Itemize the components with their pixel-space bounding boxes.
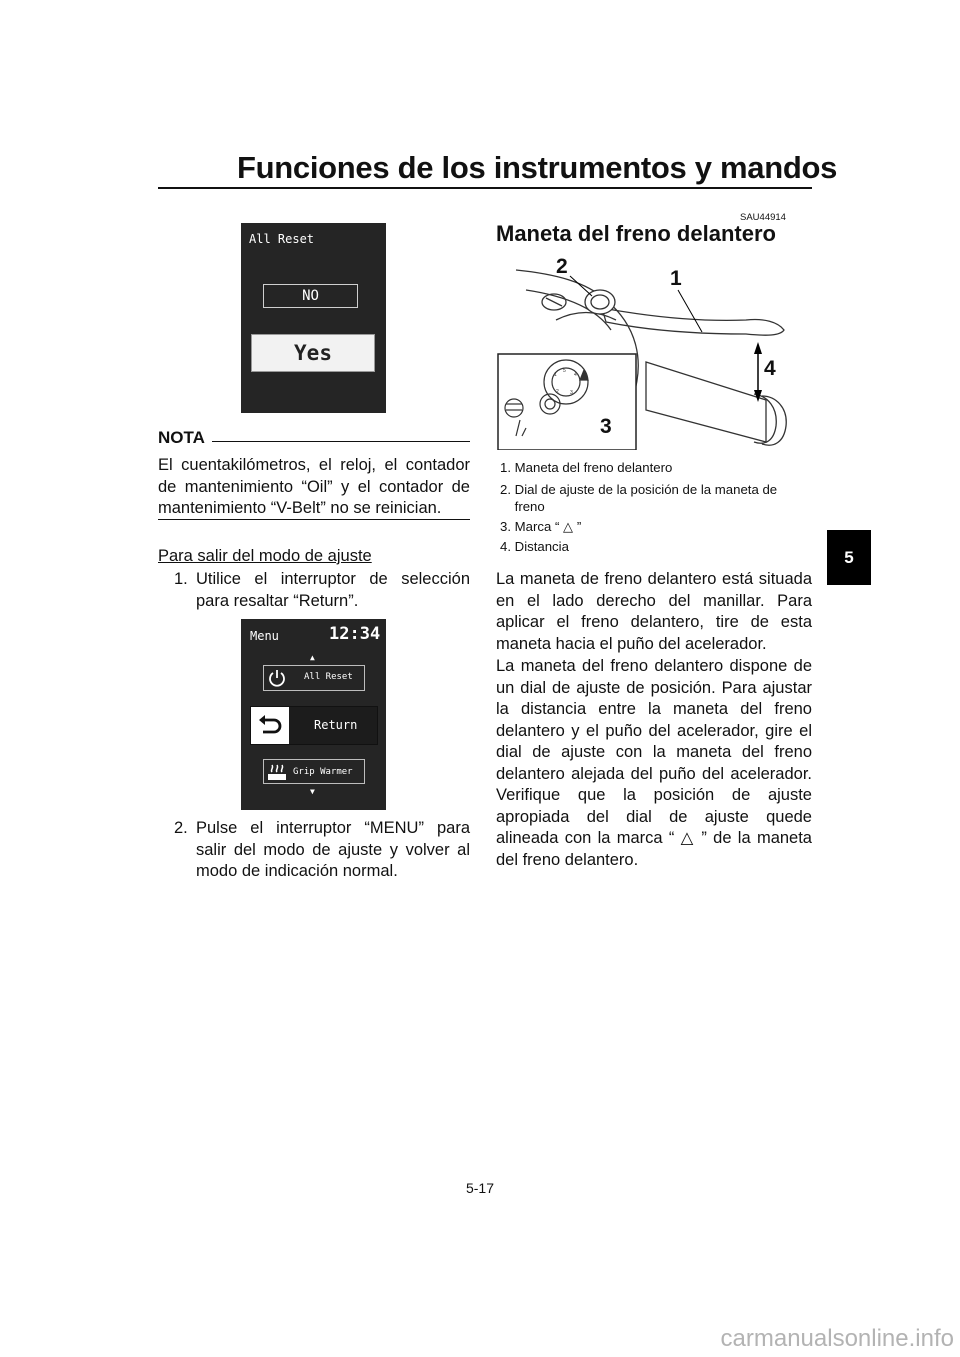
no-option <box>263 284 358 308</box>
screen-title: All Reset <box>249 232 315 246</box>
callout-4: 4 <box>764 357 776 380</box>
caption-4 <box>500 538 810 555</box>
clock-time: 12:34 <box>329 624 381 644</box>
caption-3-text: Marca “ △ ” <box>514 519 582 534</box>
nota-heading: NOTA <box>158 428 205 447</box>
caption-1 <box>500 459 810 476</box>
caption-3-number: 3. <box>500 519 511 534</box>
menu-screen <box>241 619 386 810</box>
grip-warmer-icon <box>267 763 287 781</box>
menu-item-return-label: Return <box>314 718 358 732</box>
callout-3: 3 <box>600 415 612 438</box>
nota-top-rule <box>212 441 470 442</box>
menu-item-all-reset <box>263 665 365 691</box>
brake-paragraph-2: La maneta del freno delantero dispone de un dial de ajuste de posición. Para ajustar la distancia entre la maneta del freno delantero y el puño del acelerador, gire el dial de ajuste con la maneta del freno delantero alejada del puño del acelerador. Verifique que la posición de ajuste apropiada del dial de ajuste quede alineada con la marca “ △ ” de la maneta del freno delantero. <box>496 657 812 869</box>
scroll-up-icon: ▲ <box>310 653 315 662</box>
svg-text:5: 5 <box>563 368 566 374</box>
section-tab: 5 <box>827 530 871 585</box>
caption-2-text: Dial de ajuste de la posición de la maneta de freno <box>514 482 778 514</box>
exit-mode-heading: Para salir del modo de ajuste <box>158 547 372 565</box>
title-divider <box>158 187 812 189</box>
brake-lever-illustration <box>496 250 812 450</box>
callout-2: 2 <box>556 255 568 278</box>
caption-2-number: 2. <box>500 482 511 497</box>
step2-text: Pulse el interruptor “MENU” para salir del modo de ajuste y volver al modo de indicación normal. <box>196 819 470 880</box>
caption-4-number: 4. <box>500 539 511 554</box>
svg-text:1: 1 <box>554 372 557 378</box>
watermark: carmanualsonline.info <box>720 1325 954 1352</box>
brake-heading: Maneta del freno delantero <box>496 221 776 246</box>
callout-1: 1 <box>670 267 682 290</box>
nota-bottom-rule <box>158 519 470 520</box>
caption-2 <box>500 481 810 515</box>
section-code: SAU44914 <box>740 212 786 223</box>
caption-4-text: Distancia <box>514 539 569 554</box>
menu-title: Menu <box>250 629 279 643</box>
brake-lever-drawing <box>496 250 812 450</box>
page-title: Funciones de los instrumentos y mandos <box>237 150 838 185</box>
yes-option-label: Yes <box>294 341 332 365</box>
caption-3 <box>500 518 810 535</box>
step2-number: 2. <box>174 819 188 837</box>
page-number: 5-17 <box>465 1180 495 1196</box>
svg-text:3: 3 <box>570 390 573 396</box>
svg-text:4: 4 <box>574 372 577 378</box>
caption-1-number: 1. <box>500 460 511 475</box>
menu-item-grip-warmer <box>263 759 365 784</box>
all-reset-screen <box>241 223 386 413</box>
caption-1-text: Maneta del freno delantero <box>514 460 673 475</box>
menu-item-all-reset-label: All Reset <box>304 672 353 682</box>
menu-item-return <box>250 706 378 745</box>
nota-text: El cuentakilómetros, el reloj, el contador de mantenimiento “Oil” y el contador de mantenimiento “V-Belt” no se reinician. <box>158 456 470 517</box>
svg-text:2: 2 <box>556 389 559 395</box>
scroll-down-icon: ▼ <box>310 787 315 796</box>
brake-paragraph-1: La maneta de freno delantero está situada en el lado derecho del manillar. Para aplicar el freno delantero, tire de esta maneta hacia el puño del acelerador. <box>496 570 812 653</box>
step1-number: 1. <box>174 570 188 588</box>
step1-text: Utilice el interruptor de selección para resaltar “Return”. <box>196 570 470 610</box>
power-icon <box>267 668 287 688</box>
return-arrow-icon <box>256 711 286 741</box>
yes-option <box>251 334 375 372</box>
no-option-label: NO <box>302 288 319 304</box>
menu-item-grip-warmer-label: Grip Warmer <box>293 767 353 777</box>
